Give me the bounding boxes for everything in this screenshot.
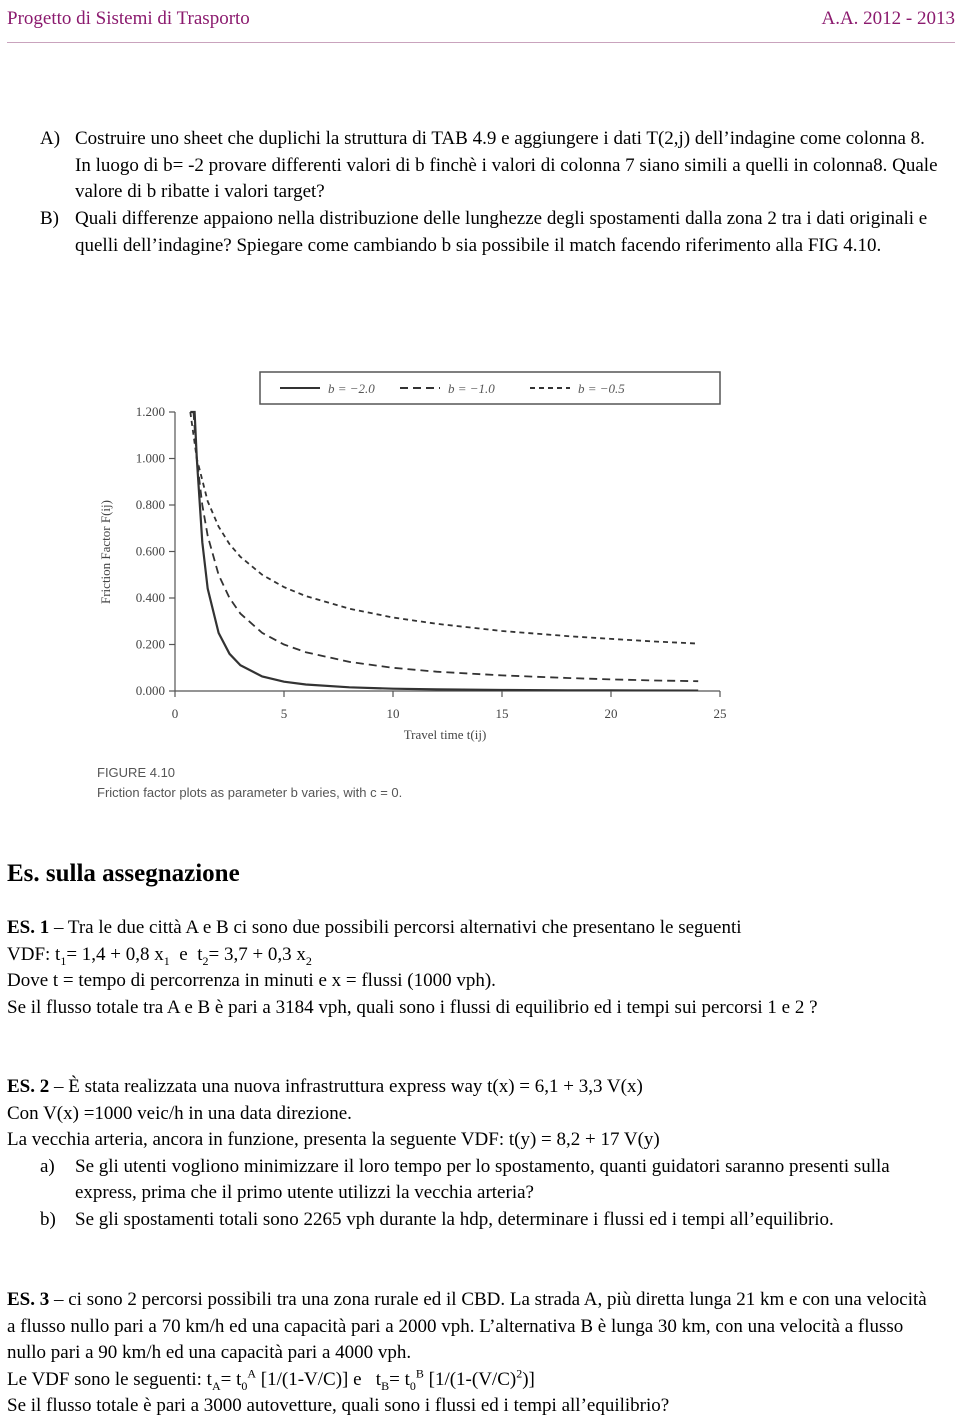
x-axis-label: Travel time t(ij) <box>403 727 487 742</box>
page-header <box>7 2 955 43</box>
es1-dash: – <box>49 917 68 938</box>
es1-vdf: VDF: $t_1= 1,4 + 0,8$ $x_1$ e $t_2= 3,7 + 0,3$ $x_2$ <box>7 943 312 968</box>
x-tick-label: 25 <box>713 706 727 721</box>
es1-line4: Se il flusso totale tra A e B è pari a 3184 vph, quali sono i flussi di equilibrio ed i tempi sui percorsi 1 e 2 ? <box>7 996 818 1018</box>
question-b-text: Quali differenze appaiono nella distribuzione delle lunghezze degli spostamenti dalla zona 2 tra i dati originali e quelli dell’indagine? Spiegare come cambiando b sia possibile il match facendo riferimento alla FIG 4.10. <box>75 208 928 256</box>
y-tick-label: 0.800 <box>135 497 165 512</box>
es2-line2: Con V(x) =1000 veic/h in una data direzione. <box>7 1102 352 1124</box>
y-tick-label: 1.000 <box>135 450 165 466</box>
section-title: Es. sulla assegnazione <box>7 860 240 887</box>
question-b-label: B) <box>40 208 59 229</box>
academic-year: A.A. 2012 - 2013 <box>821 8 955 29</box>
legend-label-3: b = −0.5 <box>578 381 625 396</box>
x-tick-label: 10 <box>386 706 400 721</box>
exercise-2 <box>7 1074 937 1233</box>
question-b <box>40 206 940 259</box>
y-axis-label: Friction Factor F(ij) <box>98 500 113 604</box>
series-line-1 <box>190 412 698 691</box>
es2-line1: – È stata realizzata una nuova infrastruttura express way t(x) = 6,1 + 3,3 V(x) <box>49 1076 643 1097</box>
es2-line3: La vecchia arteria, ancora in funzione, presenta la seguente VDF: t(y) = 8,2 + 17 V(y) <box>7 1129 660 1150</box>
es1-label: ES. 1 <box>7 917 50 938</box>
es2-item-a: a) Se gli utenti vogliono minimizzare il loro tempo per lo spostamento, quanti guidatori saranno presenti sulla express, prima che il primo utente utilizzi la vecchia arteria? <box>40 1155 890 1203</box>
friction-factor-chart <box>90 362 740 807</box>
exercise-1 <box>7 915 937 1021</box>
series-line-3 <box>190 412 698 644</box>
question-a-label: A) <box>40 128 61 149</box>
es3-vdf: Le VDF sono le seguenti: $t_A= t_0^A$ [1/(1-V/C)] e $t_B= t_0^B$ $[1/(1-(V/C)^2)]$ <box>7 1366 535 1393</box>
legend-label-1: b = −2.0 <box>328 381 375 396</box>
legend-label-2: b = −1.0 <box>448 381 495 396</box>
y-tick-label: 0.200 <box>135 636 165 652</box>
y-tick-label: 0.600 <box>135 543 165 559</box>
x-tick-label: 15 <box>495 706 509 721</box>
x-tick-label: 0 <box>171 706 179 721</box>
question-a <box>40 126 940 206</box>
y-tick-label: 1.200 <box>135 404 165 419</box>
figure-4-10 <box>90 362 740 807</box>
es2-label: ES. 2 <box>7 1076 50 1097</box>
figure-number: FIGURE 4.10 <box>97 765 176 780</box>
es3-label: ES. 3 <box>7 1289 50 1310</box>
y-tick-label: 0.000 <box>135 683 165 698</box>
es1-line3: Dove t = tempo di percorrenza in minuti e x = flussi (1000 vph). <box>7 970 496 991</box>
series-line-2 <box>194 412 699 681</box>
question-a-text: Costruire uno sheet che duplichi la struttura di TAB 4.9 e aggiungere i dati T(2,j) dell’indagine come colonna 8. In luogo di b= -2 provare differenti valori di b finchè i valori di colonna 7 siano simili a quelli in colonna8. Quale valore di b ribatte i valori target? <box>75 128 938 202</box>
x-tick-label: 20 <box>604 706 618 721</box>
y-tick-label: 0.400 <box>135 590 165 605</box>
x-tick-label: 5 <box>280 706 288 721</box>
es3-last: Se il flusso totale è pari a 3000 autovetture, quali sono i flussi ed i tempi all’equilibrio? <box>7 1395 670 1416</box>
exercise-3 <box>7 1287 937 1420</box>
es3-text: – ci sono 2 percorsi possibili tra una zona rurale ed il CBD. La strada A, più diretta lunga 21 km e con una velocità a flusso nullo pari a 70 km/h ed una capacità pari a 2000 vph. L’alternativa B è lunga 30 km, con una velocità a flusso nullo pari a 90 km/h ed una capacità pari a 4000 vph. <box>7 1289 927 1363</box>
es2-item-b: b) Se gli spostamenti totali sono 2265 vph durante la hdp, determinare i flussi ed i tempi all’equilibrio. <box>40 1208 834 1230</box>
es1-line1: Tra le due città A e B ci sono due possibili percorsi alternativi che presentano le seguenti <box>67 917 742 938</box>
course-title: Progetto di Sistemi di Trasporto <box>7 8 250 29</box>
figure-caption: Friction factor plots as parameter b varies, with c = 0. <box>97 785 403 800</box>
